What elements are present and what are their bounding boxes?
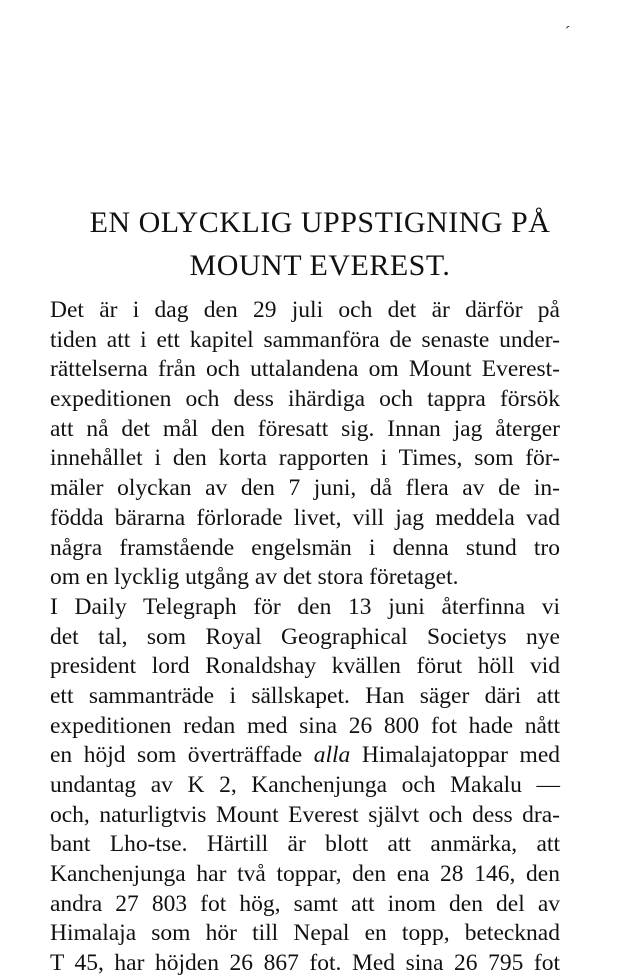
text-line: undantag av K 2, Kanchenjunga och Makalu — bbox=[50, 772, 560, 798]
text-line: T 45, har höjden 26 867 fot. Med sina 26 795 fot bbox=[50, 950, 560, 977]
text-line: några framstående engelsmän i denna stund tro bbox=[50, 534, 560, 561]
text-line: att nå det mål den föresatt sig. Innan jag återger bbox=[50, 415, 560, 442]
text-line: en höjd som överträffade alla Himalajatoppar med bbox=[50, 742, 561, 769]
text-line: det tal, som Royal Geographical Societys nye bbox=[50, 623, 560, 650]
paragraph-2 bbox=[50, 593, 560, 979]
chapter-title-line-1: EN OLYCKLIG UPPSTIGNING PÅ bbox=[89, 206, 551, 239]
text-line: mäler olyckan av den 7 juni, då flera av de in- bbox=[50, 475, 560, 502]
text-line: andra 27 803 fot hög, samt att inom den del av bbox=[50, 890, 560, 917]
text-line: och, naturligtvis Mount Everest självt och dess dra- bbox=[50, 801, 560, 828]
chapter-title-line-2: MOUNT EVEREST. bbox=[189, 249, 451, 282]
text-line: födda bärarna förlorade livet, vill jag meddela vad bbox=[50, 504, 560, 531]
text-line: rättelserna från och uttalandena om Mount Everest- bbox=[50, 356, 560, 383]
text-line: Det är i dag den 29 juli och det är därför på bbox=[50, 297, 560, 323]
chapter-body bbox=[50, 296, 560, 979]
text-line: expeditionen och dess ihärdiga och tappra försök bbox=[50, 386, 560, 413]
page-corner-mark: ˊ bbox=[565, 24, 571, 41]
emphasis-alla: alla bbox=[313, 742, 351, 769]
text-line: tiden att i ett kapitel sammanföra de senaste under- bbox=[50, 326, 560, 353]
text-line: I Daily Telegraph för den 13 juni återfinna vi bbox=[50, 593, 560, 620]
text-line: ett sammanträde i sällskapet. Han säger däri att bbox=[50, 682, 560, 709]
text-line: innehållet i den korta rapporten i Times, som för- bbox=[50, 445, 560, 472]
paragraph-1 bbox=[50, 296, 560, 593]
text-line: Kanchenjunga har två toppar, den ena 28 146, den bbox=[50, 861, 560, 888]
text-line: bant Lho-tse. Härtill är blott att anmärka, att bbox=[50, 831, 560, 858]
text-line: expeditionen redan med sina 26 800 fot hade nått bbox=[50, 712, 560, 739]
text-line: president lord Ronaldshay kvällen förut höll vid bbox=[50, 653, 560, 680]
text-line: om en lycklig utgång av det stora företaget. bbox=[50, 564, 459, 591]
text-line: Himalaja som hör till Nepal en topp, betecknad bbox=[50, 920, 560, 947]
